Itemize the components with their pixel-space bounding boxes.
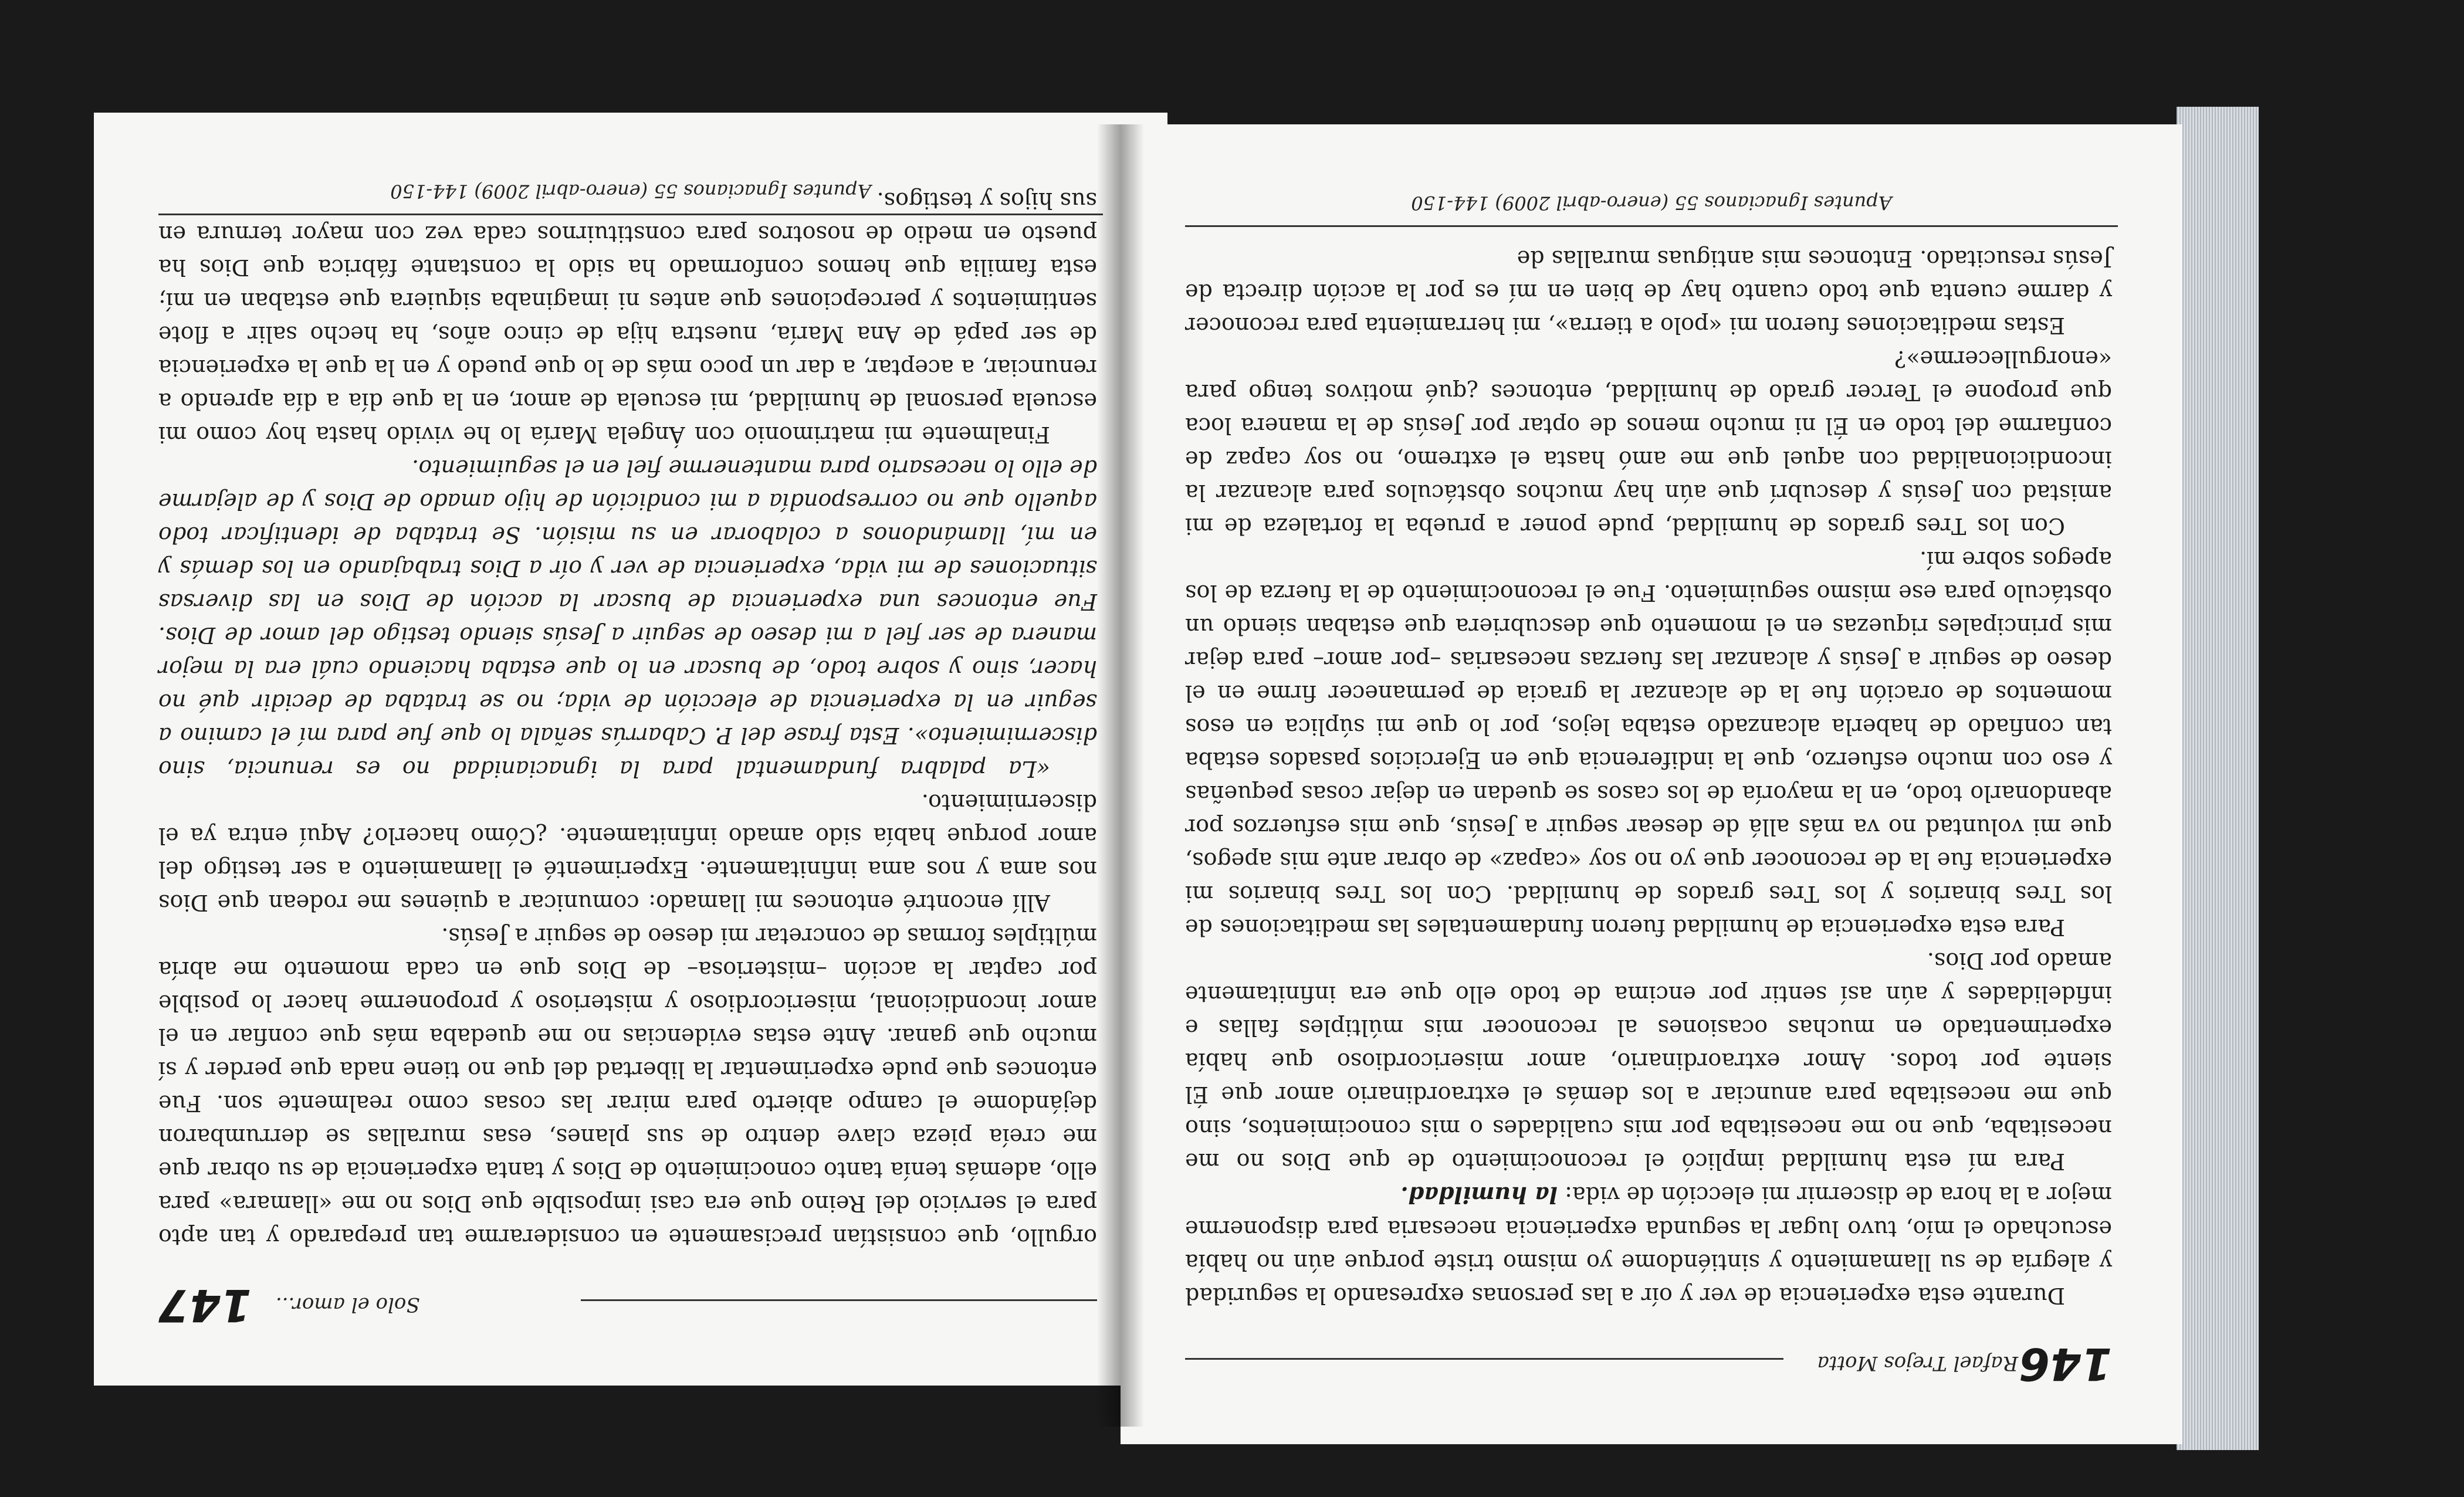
running-head: Rafael Trejos Motta	[1817, 1352, 2018, 1375]
page-edges	[2177, 107, 2259, 1450]
left-page	[1121, 124, 2182, 1444]
paragraph: Durante esta experiencia de ver y oír a las personas expresando la seguridad y alegría de su llamamiento y sintiéndome yo mismo triste porque aún no había escuchado el mío, tuvo lugar la segunda experiencia necesaria para disponerme mejor a la hora de discernir mi elección de vida: la humildad.	[1185, 1182, 2112, 1309]
paragraph: Finalmente mi matrimonio con Ángela María lo he vivido hasta hoy como mi escuela personal de humildad, mi escuela de amor, en la que día a día aprendo a renunciar, a aceptar, a dar un poco más de lo que puedo y en la que la experiencia de ser papá de Ana María, nuestra hija de cinco años, ha hecho salir a flote sentimientos y percepciones que antes ni imaginaba siquiera que estaban en mí; esta familia que hemos conformado ha sido la constante fábrica que Dios ha puesto en medio de nosotros para constituirnos cada vez con mayor ternura en sus hijos y testigos.	[158, 188, 1097, 448]
journal-citation: Apuntes Ignacianos 55 (enero-abril 2009) 144-150	[390, 180, 871, 202]
header-rule	[1185, 1358, 1783, 1360]
left-page-header	[1185, 1338, 2112, 1390]
paragraph: «La palabra fundamental para la ignacianidad no es renuncia, sino discernimiento». Esta frase del P. Cabarrús señala lo que fue para mí el camino a seguir en la experiencia de elección de vida; no se trataba de decidir qué no hacer, sino y sobre todo, de buscar en lo que estaba haciendo cuál era la mejor manera de ser fiel a mi deseo de seguir a Jesús siendo testigo del amor de Dios. Fue entonces una experiencia de buscar la acción de Dios en las diversas situaciones de mi vida, experiencia de ver y oír a Dios trabajando en los demás y en mí, llamándonos a colaborar en su misión. Se trataba de identificar todo aquello que no correspondía a mi condición de hijo amado de Dios y de alejarme de ello lo necesario para mantenerme fiel en el seguimiento.	[158, 455, 1097, 782]
running-head: Solo el amor...	[276, 1293, 420, 1316]
paragraph: Con los Tres grados de humildad, pude poner a prueba la fortaleza de mi amistad con Jesús y descubrí que aún hay muchos obstáculos para alcanzar la incondicionalidad con aquel que me amó hasta el extremo, no soy capaz de confiarme del todo en Él ni mucho menos de optar por Jesús de la manera loca que propone el Tercer grado de humildad, entonces ¿qué motivos tengo para «enorgullecerme»?	[1185, 346, 2112, 539]
header-rule	[581, 1299, 1097, 1301]
paragraph: Para mí esta humildad implicó el reconocimiento de que Dios no me necesitaba, que no me necesitaba por mis cualidades o mis conocimientos, sino que me necesitaba para anunciar a los demás el extraordinario amor que Él siente por todos. Amor extraordinario, amor misericordioso que había experimentado en muchas ocasiones al reconocer mis múltiples fallas e infidelidades y aún así sentir por encima de todo ello que era infinitamente amado por Dios.	[1185, 948, 2112, 1174]
paragraph: Estas meditaciones fueron mi «polo a tierra», mi herramienta para reconocer y darme cuenta que todo cuanto hay de bien en mí es por la acción directa de Jesús resucitado. Entonces mis antiguas murallas de	[1185, 246, 2112, 338]
right-page	[94, 113, 1167, 1386]
right-page-header	[158, 1279, 1097, 1332]
emphasis-text: la humildad.	[1400, 1182, 1558, 1208]
journal-citation: Apuntes Ignacianos 55 (enero-abril 2009) 144-150	[1411, 192, 1892, 214]
right-page-body	[158, 184, 1097, 1254]
right-page-footer	[158, 174, 1103, 215]
paragraph: orgullo, que consistían precisamente en considerarme tan preparado y tan apto para el servicio del Reino que era casi imposible que Dios no me «llamara» para ello, además tenía tanto conocimiento de Dios y tanta experiencia de su obrar que me creía pieza clave dentro de sus planes, esas murallas se derrumbaron dejándome el campo abierto para mirar las cosas como realmente son. Fue entonces que pude experimentar la libertad del que no tiene nada que perder y sí mucho que ganar. Ante estas evidencias no me quedaba más que confiar en el amor incondicional, misericordioso y misterioso y proponerme hacer lo posible por captar la acción –misteriosa– de Dios que en cada momento me abría múltiples formas de concretar mi deseo de seguir a Jesús.	[158, 923, 1097, 1250]
left-page-body	[1185, 242, 2112, 1312]
page-number: 147	[158, 1279, 252, 1332]
left-page-footer	[1185, 186, 2118, 227]
book-gutter	[1097, 124, 1144, 1427]
footer-rule	[1185, 225, 2118, 227]
paragraph: Para esta experiencia de humildad fueron fundamentales las meditaciones de los Tres binarios y los Tres grados de humildad. Con los Tres binarios mi experiencia fue la de reconocer que yo no soy «capaz» de obrar ante mis apegos, que mi voluntad no va más allá de desear seguir a Jesús, que mis esfuerzos por abandonarlo todo, en la mayoría de los casos se quedan en dejar cosas pequeñas y eso con mucho esfuerzo, que la indiferencia que en Ejercicios pasados estaba tan confiado de haberla alcanzado estaba lejos, por lo que mi súplica en esos momentos de oración fue la de alcanzar la gracia de permanecer firme en el deseo de seguir a Jesús y alcanzar las fuerzas necesarias –por amor– para dejar mis principales riquezas en el momento que descubriera que estaban siendo un obstáculo para ese mismo seguimiento. Fue el reconocimiento de la fuerza de los apegos sobre mí.	[1185, 547, 2112, 940]
footer-rule	[158, 214, 1103, 215]
paragraph: Allí encontré entonces mi llamado: comunicar a quienes me rodean que Dios nos ama y nos ama infinitamente. Experimenté el llamamiento a ser testigo del amor porque había sido amado infinitamente. ¿Cómo hacerlo? Aquí entra ya el discernimiento.	[158, 790, 1097, 916]
page-number: 146	[2019, 1338, 2112, 1390]
